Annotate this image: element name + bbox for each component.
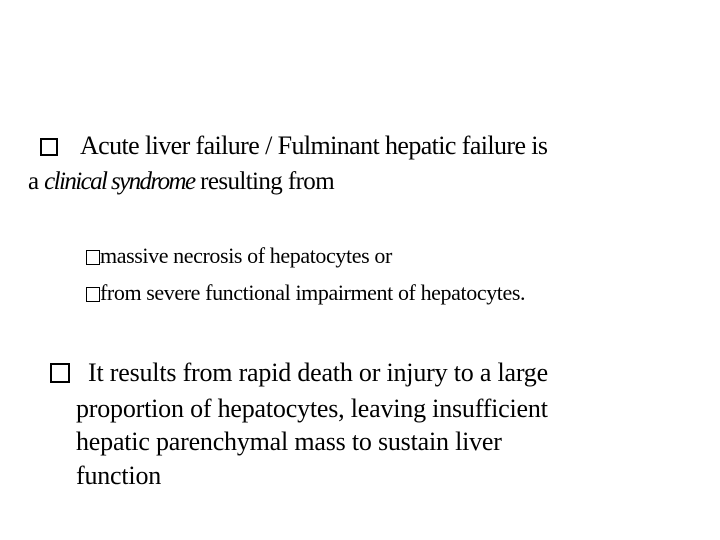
paragraph-2-text: It results from rapid death or injury to a large xyxy=(88,358,548,387)
paragraph-1-line-1 xyxy=(40,133,547,159)
paragraph-1-text: Acute liver failure / Fulminant hepatic failure is xyxy=(80,131,548,160)
paragraph-1-suffix: resulting from xyxy=(194,168,335,195)
paragraph-1-line-2 xyxy=(28,169,334,194)
sub-item-1 xyxy=(86,245,392,267)
paragraph-2-line-1 xyxy=(50,360,548,386)
paragraph-1-prefix: a xyxy=(28,168,45,195)
bullet-box-icon xyxy=(50,363,70,383)
sub-bullet-box-icon xyxy=(86,250,100,265)
paragraph-2-line-2: proportion of hepatocytes, leaving insufficient xyxy=(76,394,548,423)
sub-item-text: from severe functional impairment of hepatocytes. xyxy=(100,280,526,305)
italic-term: clinical syndrome xyxy=(44,168,195,195)
sub-item-2 xyxy=(86,282,525,304)
paragraph-2-line-4: function xyxy=(76,461,162,490)
bullet-box-icon xyxy=(40,138,58,156)
sub-bullet-box-icon xyxy=(86,287,100,302)
paragraph-2-line-3: hepatic parenchymal mass to sustain liver xyxy=(76,427,502,456)
sub-item-text: massive necrosis of hepatocytes or xyxy=(100,243,392,268)
